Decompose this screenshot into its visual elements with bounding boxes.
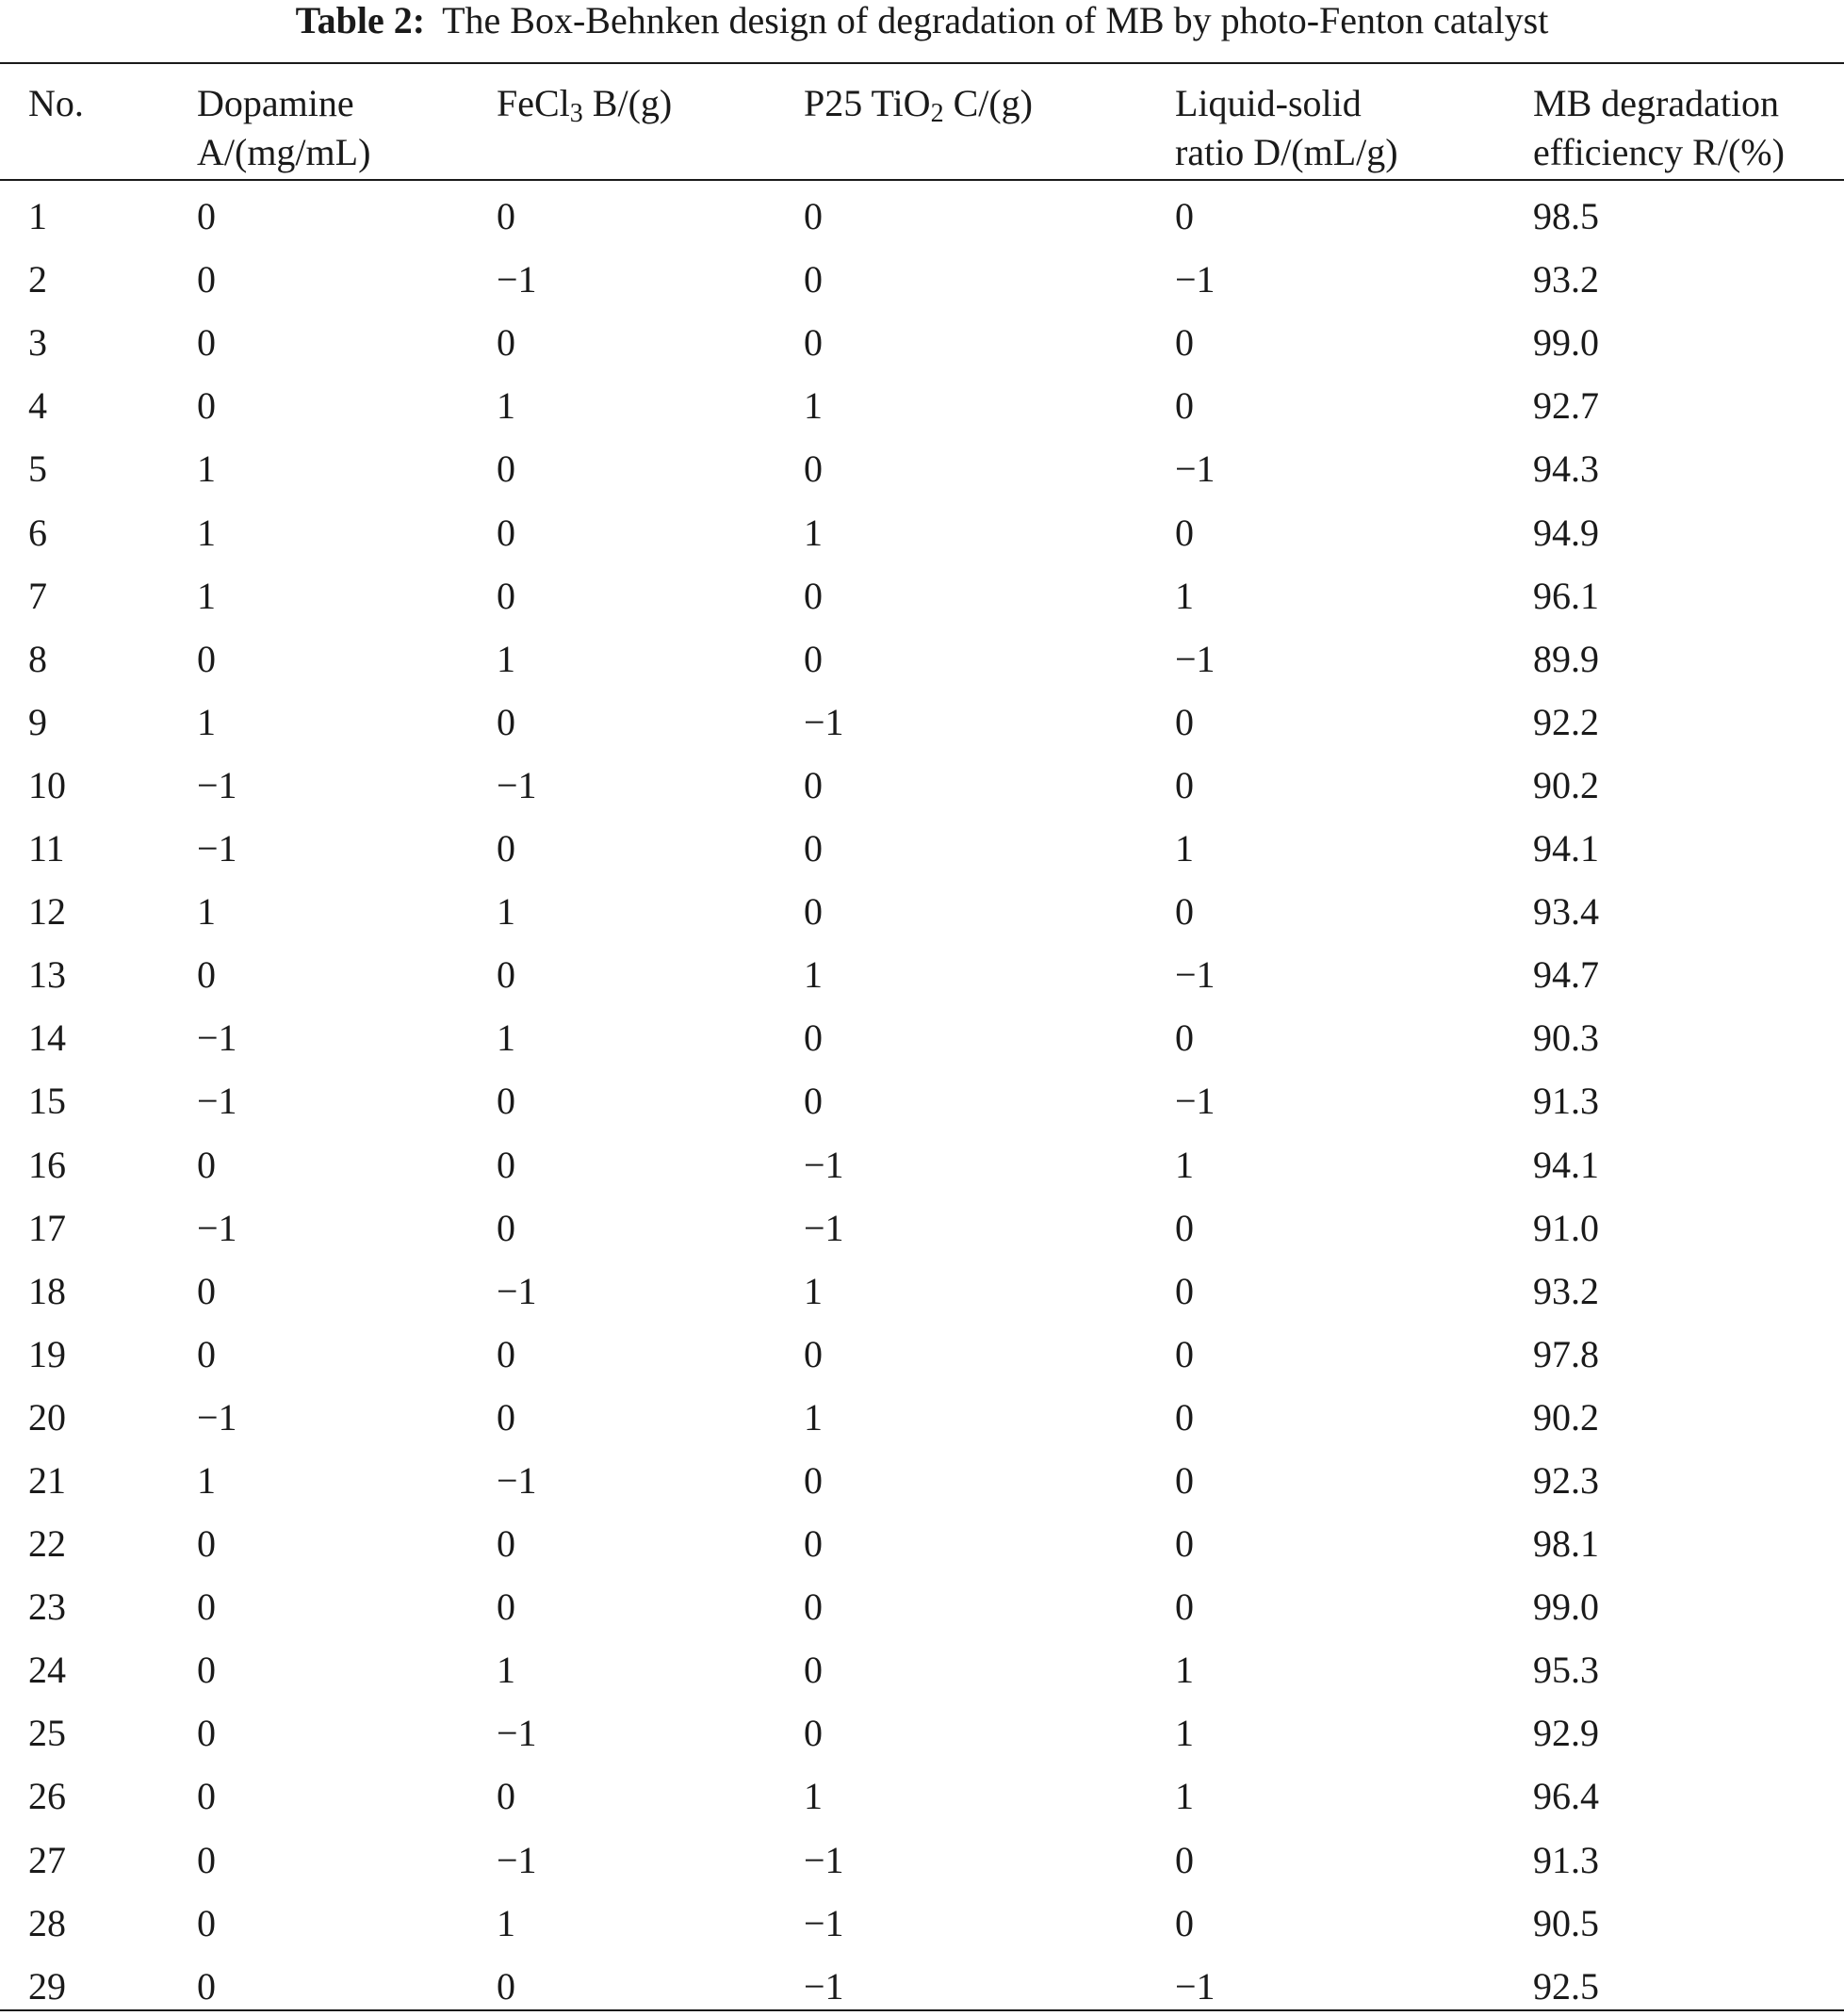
cell-fecl3: 0 xyxy=(497,701,515,743)
cell-no: 11 xyxy=(28,827,65,870)
cell-ratio: 0 xyxy=(1175,1270,1194,1312)
cell-ratio: 0 xyxy=(1175,1459,1194,1502)
cell-efficiency: 90.3 xyxy=(1533,1016,1599,1059)
cell-dopamine: 0 xyxy=(197,1333,216,1375)
cell-no: 15 xyxy=(28,1080,66,1122)
cell-efficiency: 99.0 xyxy=(1533,321,1599,364)
cell-ratio: −1 xyxy=(1175,953,1216,996)
bottom-rule xyxy=(0,2009,1844,2011)
cell-efficiency: 99.0 xyxy=(1533,1585,1599,1628)
cell-no: 14 xyxy=(28,1016,66,1059)
cell-efficiency: 97.8 xyxy=(1533,1333,1599,1375)
header-no-label: No. xyxy=(28,82,84,124)
cell-tio2: −1 xyxy=(804,1144,844,1186)
cell-tio2: 0 xyxy=(804,575,823,617)
cell-tio2: 0 xyxy=(804,890,823,933)
cell-ratio: 0 xyxy=(1175,701,1194,743)
cell-dopamine: 0 xyxy=(197,1585,216,1628)
cell-dopamine: 0 xyxy=(197,1775,216,1817)
cell-no: 10 xyxy=(28,764,66,806)
cell-ratio: −1 xyxy=(1175,1080,1216,1122)
cell-tio2: 1 xyxy=(804,512,823,554)
cell-fecl3: −1 xyxy=(497,1839,537,1881)
cell-efficiency: 94.3 xyxy=(1533,447,1599,490)
cell-dopamine: 0 xyxy=(197,1712,216,1754)
cell-no: 22 xyxy=(28,1522,66,1565)
cell-dopamine: 1 xyxy=(197,575,216,617)
cell-dopamine: 0 xyxy=(197,1965,216,2008)
cell-dopamine: −1 xyxy=(197,1016,237,1059)
cell-efficiency: 91.3 xyxy=(1533,1839,1599,1881)
cell-tio2: 1 xyxy=(804,384,823,427)
cell-fecl3: −1 xyxy=(497,764,537,806)
cell-dopamine: 1 xyxy=(197,890,216,933)
cell-fecl3: 0 xyxy=(497,1144,515,1186)
cell-dopamine: −1 xyxy=(197,1207,237,1249)
cell-efficiency: 94.1 xyxy=(1533,1144,1599,1186)
cell-ratio: 0 xyxy=(1175,890,1194,933)
header-dopamine-line1: Dopamine xyxy=(197,82,354,124)
cell-no: 26 xyxy=(28,1775,66,1817)
cell-efficiency: 96.1 xyxy=(1533,575,1599,617)
cell-ratio: 1 xyxy=(1175,1775,1194,1817)
cell-efficiency: 90.2 xyxy=(1533,1396,1599,1439)
header-fecl3-label xyxy=(497,79,672,128)
cell-ratio: −1 xyxy=(1175,447,1216,490)
cell-tio2: 0 xyxy=(804,1016,823,1059)
cell-ratio: −1 xyxy=(1175,258,1216,301)
cell-no: 9 xyxy=(28,701,47,743)
header-dopamine xyxy=(197,79,370,177)
cell-no: 24 xyxy=(28,1649,66,1691)
cell-efficiency: 93.2 xyxy=(1533,1270,1599,1312)
header-fecl3-pre: FeCl xyxy=(497,82,570,124)
cell-fecl3: 0 xyxy=(497,953,515,996)
cell-fecl3: 0 xyxy=(497,1965,515,2008)
cell-fecl3: −1 xyxy=(497,1270,537,1312)
cell-fecl3: 0 xyxy=(497,1080,515,1122)
cell-fecl3: 0 xyxy=(497,447,515,490)
cell-no: 19 xyxy=(28,1333,66,1375)
table-caption xyxy=(0,0,1844,41)
cell-tio2: 1 xyxy=(804,1396,823,1439)
header-ratio-line1: Liquid-solid xyxy=(1175,82,1362,124)
header-efficiency-line2: efficiency R/(%) xyxy=(1533,131,1785,173)
cell-fecl3: 0 xyxy=(497,575,515,617)
cell-efficiency: 91.0 xyxy=(1533,1207,1599,1249)
cell-efficiency: 98.5 xyxy=(1533,195,1599,237)
cell-ratio: 0 xyxy=(1175,1839,1194,1881)
cell-no: 27 xyxy=(28,1839,66,1881)
header-ratio xyxy=(1175,79,1398,177)
cell-dopamine: 0 xyxy=(197,321,216,364)
cell-dopamine: 0 xyxy=(197,1902,216,1944)
header-no xyxy=(28,79,84,128)
cell-ratio: 1 xyxy=(1175,1649,1194,1691)
cell-fecl3: 0 xyxy=(497,1207,515,1249)
cell-ratio: −1 xyxy=(1175,1965,1216,2008)
cell-fecl3: 1 xyxy=(497,1016,515,1059)
cell-efficiency: 94.7 xyxy=(1533,953,1599,996)
cell-ratio: 0 xyxy=(1175,384,1194,427)
cell-no: 23 xyxy=(28,1585,66,1628)
cell-no: 5 xyxy=(28,447,47,490)
cell-efficiency: 90.5 xyxy=(1533,1902,1599,1944)
cell-no: 18 xyxy=(28,1270,66,1312)
cell-ratio: 1 xyxy=(1175,1712,1194,1754)
cell-efficiency: 92.5 xyxy=(1533,1965,1599,2008)
cell-efficiency: 94.9 xyxy=(1533,512,1599,554)
cell-tio2: 0 xyxy=(804,827,823,870)
cell-efficiency: 93.4 xyxy=(1533,890,1599,933)
cell-fecl3: 1 xyxy=(497,384,515,427)
cell-fecl3: 0 xyxy=(497,512,515,554)
cell-no: 17 xyxy=(28,1207,66,1249)
cell-dopamine: 1 xyxy=(197,701,216,743)
header-fecl3-post: B/(g) xyxy=(582,82,673,124)
cell-tio2: 0 xyxy=(804,1459,823,1502)
cell-tio2: 0 xyxy=(804,321,823,364)
cell-efficiency: 98.1 xyxy=(1533,1522,1599,1565)
cell-tio2: 0 xyxy=(804,1522,823,1565)
cell-ratio: 0 xyxy=(1175,1207,1194,1249)
cell-fecl3: 1 xyxy=(497,638,515,680)
cell-no: 16 xyxy=(28,1144,66,1186)
cell-ratio: −1 xyxy=(1175,638,1216,680)
cell-tio2: 1 xyxy=(804,1775,823,1817)
header-tio2-sub: 2 xyxy=(930,99,944,128)
cell-dopamine: 1 xyxy=(197,1459,216,1502)
cell-ratio: 0 xyxy=(1175,764,1194,806)
cell-fecl3: −1 xyxy=(497,1712,537,1754)
cell-efficiency: 92.2 xyxy=(1533,701,1599,743)
cell-dopamine: 0 xyxy=(197,1522,216,1565)
cell-no: 28 xyxy=(28,1902,66,1944)
header-tio2-label xyxy=(804,79,1033,128)
cell-tio2: 0 xyxy=(804,1333,823,1375)
cell-ratio: 0 xyxy=(1175,512,1194,554)
cell-efficiency: 92.9 xyxy=(1533,1712,1599,1754)
cell-ratio: 0 xyxy=(1175,1333,1194,1375)
cell-dopamine: 0 xyxy=(197,195,216,237)
cell-dopamine: 0 xyxy=(197,953,216,996)
top-rule xyxy=(0,62,1844,64)
caption-label: Table 2: xyxy=(295,0,426,41)
cell-efficiency: 92.3 xyxy=(1533,1459,1599,1502)
cell-efficiency: 89.9 xyxy=(1533,638,1599,680)
cell-no: 25 xyxy=(28,1712,66,1754)
header-ratio-line2: ratio D/(mL/g) xyxy=(1175,131,1398,173)
cell-fecl3: 1 xyxy=(497,1902,515,1944)
header-fecl3-sub: 3 xyxy=(569,99,583,128)
cell-tio2: 0 xyxy=(804,258,823,301)
cell-tio2: −1 xyxy=(804,1965,844,2008)
cell-no: 2 xyxy=(28,258,47,301)
cell-no: 12 xyxy=(28,890,66,933)
cell-ratio: 0 xyxy=(1175,1522,1194,1565)
cell-fecl3: 0 xyxy=(497,321,515,364)
caption-text: The Box-Behnken design of degradation of MB by photo-Fenton catalyst xyxy=(442,0,1549,41)
cell-fecl3: 0 xyxy=(497,1522,515,1565)
header-efficiency xyxy=(1533,79,1785,177)
cell-tio2: 1 xyxy=(804,1270,823,1312)
cell-efficiency: 90.2 xyxy=(1533,764,1599,806)
cell-efficiency: 96.4 xyxy=(1533,1775,1599,1817)
cell-efficiency: 91.3 xyxy=(1533,1080,1599,1122)
header-tio2-pre: P25 TiO xyxy=(804,82,931,124)
cell-tio2: −1 xyxy=(804,701,844,743)
cell-fecl3: 0 xyxy=(497,827,515,870)
cell-no: 6 xyxy=(28,512,47,554)
cell-fecl3: 1 xyxy=(497,890,515,933)
cell-tio2: −1 xyxy=(804,1902,844,1944)
cell-ratio: 1 xyxy=(1175,575,1194,617)
cell-ratio: 1 xyxy=(1175,827,1194,870)
cell-dopamine: 0 xyxy=(197,384,216,427)
cell-tio2: 0 xyxy=(804,447,823,490)
cell-tio2: −1 xyxy=(804,1839,844,1881)
header-dopamine-line2: A/(mg/mL) xyxy=(197,131,371,173)
cell-fecl3: 1 xyxy=(497,1649,515,1691)
cell-dopamine: 0 xyxy=(197,1270,216,1312)
cell-efficiency: 94.1 xyxy=(1533,827,1599,870)
cell-dopamine: −1 xyxy=(197,1396,237,1439)
cell-fecl3: −1 xyxy=(497,1459,537,1502)
cell-dopamine: 0 xyxy=(197,638,216,680)
cell-ratio: 0 xyxy=(1175,1396,1194,1439)
cell-dopamine: −1 xyxy=(197,764,237,806)
cell-dopamine: 0 xyxy=(197,1649,216,1691)
cell-fecl3: 0 xyxy=(497,1585,515,1628)
cell-tio2: 0 xyxy=(804,1585,823,1628)
cell-dopamine: −1 xyxy=(197,1080,237,1122)
cell-fecl3: 0 xyxy=(497,1333,515,1375)
header-tio2 xyxy=(804,79,1033,128)
cell-fecl3: 0 xyxy=(497,1775,515,1817)
header-tio2-post: C/(g) xyxy=(943,82,1033,124)
cell-dopamine: 1 xyxy=(197,512,216,554)
cell-ratio: 0 xyxy=(1175,1902,1194,1944)
cell-fecl3: 0 xyxy=(497,1396,515,1439)
cell-tio2: 0 xyxy=(804,1080,823,1122)
cell-ratio: 1 xyxy=(1175,1144,1194,1186)
cell-no: 7 xyxy=(28,575,47,617)
cell-efficiency: 92.7 xyxy=(1533,384,1599,427)
header-rule xyxy=(0,179,1844,181)
cell-dopamine: 0 xyxy=(197,1144,216,1186)
cell-no: 4 xyxy=(28,384,47,427)
cell-no: 1 xyxy=(28,195,47,237)
cell-fecl3: −1 xyxy=(497,258,537,301)
header-efficiency-line1: MB degradation xyxy=(1533,82,1780,124)
cell-no: 13 xyxy=(28,953,66,996)
cell-dopamine: 0 xyxy=(197,258,216,301)
cell-tio2: 0 xyxy=(804,764,823,806)
cell-tio2: −1 xyxy=(804,1207,844,1249)
cell-ratio: 0 xyxy=(1175,321,1194,364)
cell-dopamine: 0 xyxy=(197,1839,216,1881)
header-fecl3 xyxy=(497,79,672,128)
cell-ratio: 0 xyxy=(1175,1585,1194,1628)
cell-tio2: 0 xyxy=(804,1712,823,1754)
cell-tio2: 0 xyxy=(804,638,823,680)
cell-dopamine: 1 xyxy=(197,447,216,490)
cell-no: 20 xyxy=(28,1396,66,1439)
cell-no: 21 xyxy=(28,1459,66,1502)
cell-ratio: 0 xyxy=(1175,195,1194,237)
cell-fecl3: 0 xyxy=(497,195,515,237)
cell-ratio: 0 xyxy=(1175,1016,1194,1059)
cell-no: 29 xyxy=(28,1965,66,2008)
cell-efficiency: 93.2 xyxy=(1533,258,1599,301)
cell-tio2: 1 xyxy=(804,953,823,996)
cell-efficiency: 95.3 xyxy=(1533,1649,1599,1691)
cell-tio2: 0 xyxy=(804,195,823,237)
cell-no: 8 xyxy=(28,638,47,680)
cell-dopamine: −1 xyxy=(197,827,237,870)
cell-tio2: 0 xyxy=(804,1649,823,1691)
cell-no: 3 xyxy=(28,321,47,364)
